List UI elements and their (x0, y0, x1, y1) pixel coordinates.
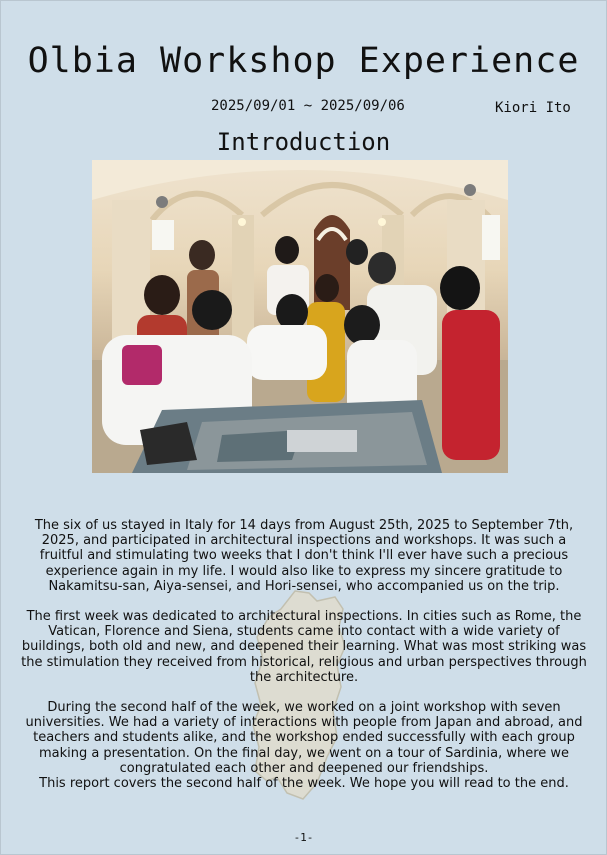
section-heading: Introduction (216, 128, 391, 156)
page-number: -1- (293, 831, 314, 844)
date-range: 2025/09/01 ~ 2025/09/06 (211, 98, 405, 114)
workshop-photo (92, 160, 508, 473)
document-title: Olbia Workshop Experience (27, 41, 580, 81)
paragraph: During the second half of the week, we worked on a joint workshop with seven universities. We had a variety of interactions with people from Japan and abroad, and teachers and students alike, and the workshop ended successfully with each group making a presentation. On the final day, we went on a tour of Sardinia, where we congratulated each other and deepened our friendships. (25, 700, 583, 776)
paragraph: This report covers the second half of the week. We hope you will read to the end. (39, 776, 569, 792)
paragraph: The first week was dedicated to architectural inspections. In cities such as Rome, the Vatican, Florence and Siena, students came into contact with a wide variety of buildings, both old and new, and deepened their learning. What was most striking was the stimulation they received from historical, religious and urban perspectives through the architecture. (21, 609, 587, 685)
author-name: Kiori Ito (495, 100, 571, 116)
introduction-body (19, 518, 589, 791)
paragraph: The six of us stayed in Italy for 14 days from August 25th, 2025 to September 7th, 2025, and participated in architectural inspections and workshops. It was such a fruitful and stimulating two weeks that I don't think I'll ever have such a precious experience again in my life. I would also like to express my sincere gratitude to Nakamitsu-san, Aiya-sensei, and Hori-sensei, who accompanied us on the trip. (34, 518, 574, 594)
workshop-photo-illustration (92, 160, 508, 473)
